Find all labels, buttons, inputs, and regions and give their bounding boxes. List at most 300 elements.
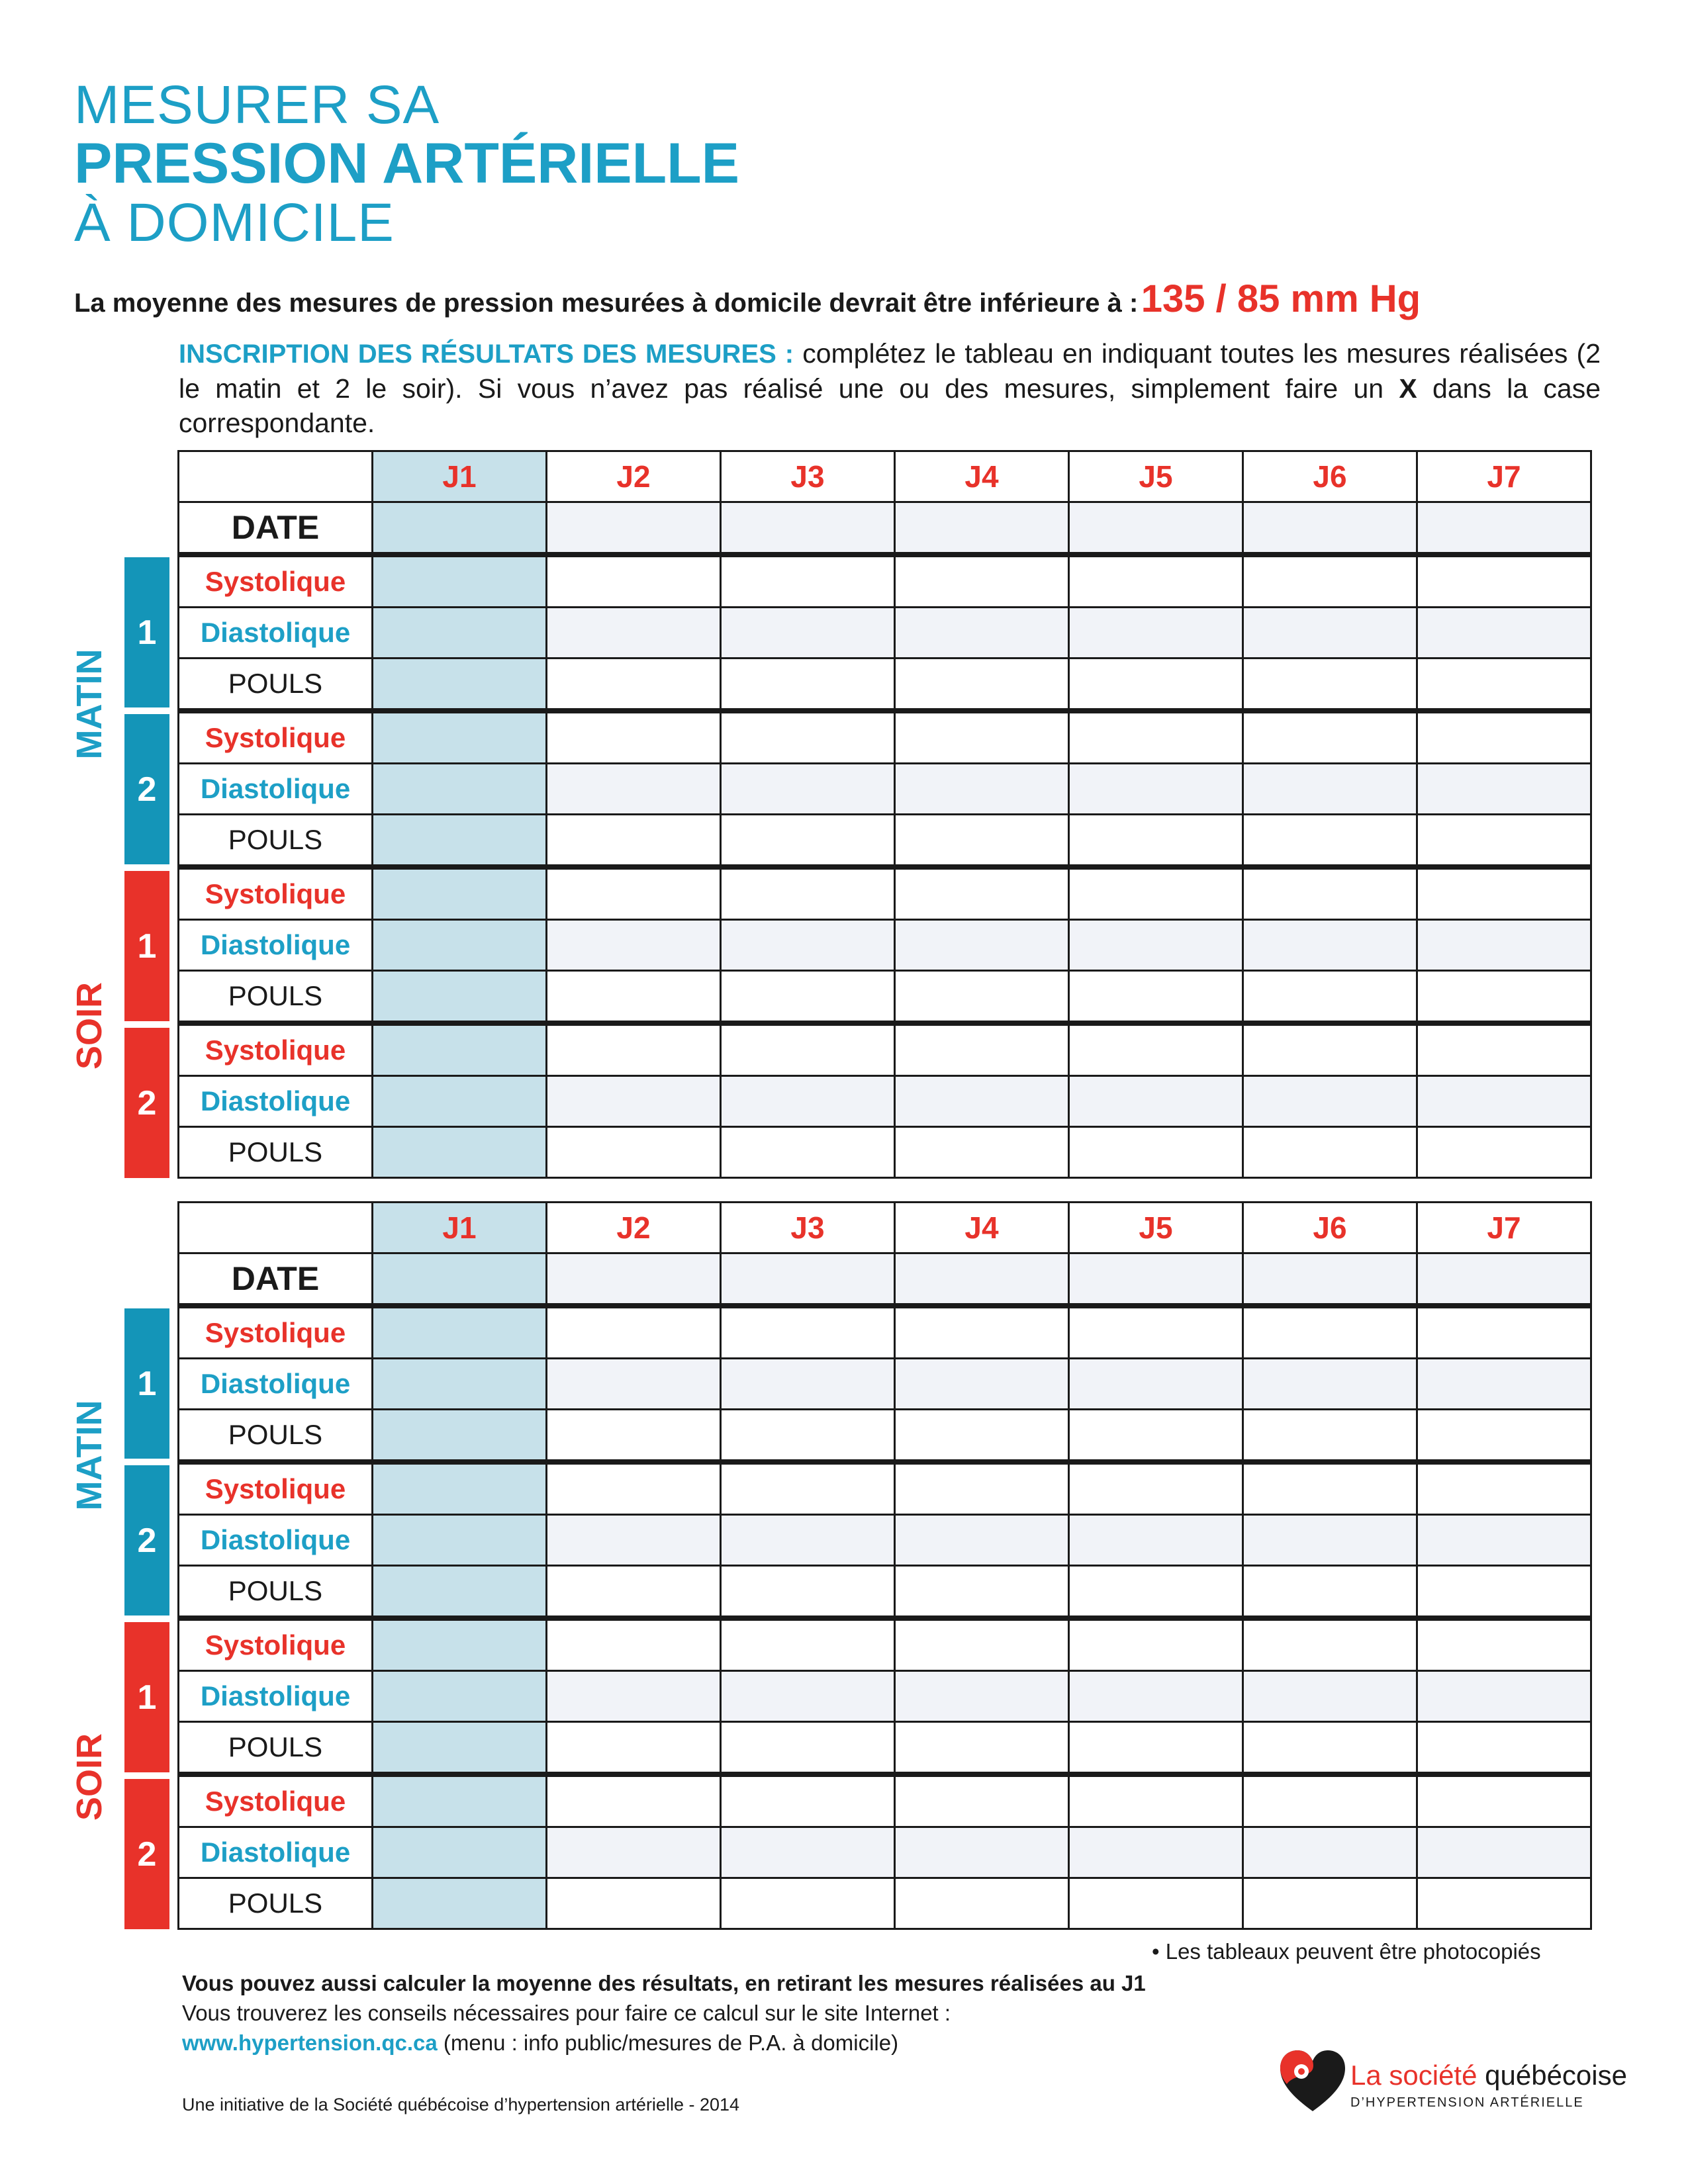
diastolic-cell-j3[interactable] [721,764,895,815]
date-cell-j1[interactable] [373,502,547,555]
pulse-label-cell [179,1878,373,1929]
systolic-row [179,555,1591,608]
advice-text: Vous trouverez les conseils nécessaires pour faire ce calcul sur le site Internet : [182,2001,951,2025]
diastolic-cell-j1[interactable] [373,920,547,971]
instructions-part2: dans la case correspondante. [179,373,1601,438]
pulse-cell-j4[interactable] [895,1878,1069,1929]
diastolic-cell-j4[interactable] [895,1827,1069,1878]
diastolic-cell-j2[interactable] [547,920,721,971]
systolic-cell-j4[interactable] [895,1306,1069,1359]
systolic-label-cell [179,1462,373,1515]
systolic-cell-j6[interactable] [1243,1618,1417,1671]
systolic-cell-j6[interactable] [1243,867,1417,920]
systolic-cell-j1[interactable] [373,867,547,920]
date-cell-j6[interactable] [1243,1253,1417,1306]
systolic-cell-j2[interactable] [547,1618,721,1671]
morning-measure-2-bar: 2 [124,1465,169,1615]
pulse-cell-j5[interactable] [1069,1722,1243,1775]
systolic-cell-j1[interactable] [373,1306,547,1359]
day-header-j6 [1243,451,1417,502]
date-cell-j3[interactable] [721,502,895,555]
diastolic-label: Diastolique [200,773,351,804]
pulse-cell-j4[interactable] [895,971,1069,1024]
systolic-cell-j3[interactable] [721,1774,895,1827]
systolic-cell-j4[interactable] [895,1618,1069,1671]
diastolic-cell-j3[interactable] [721,1671,895,1722]
diastolic-cell-j5[interactable] [1069,764,1243,815]
pulse-row [179,659,1591,711]
systolic-cell-j3[interactable] [721,1462,895,1515]
systolic-cell-j3[interactable] [721,555,895,608]
diastolic-cell-j6[interactable] [1243,920,1417,971]
pulse-label: POULS [228,668,323,699]
diastolic-cell-j7[interactable] [1417,1671,1591,1722]
pulse-cell-j7[interactable] [1417,815,1591,868]
diastolic-cell-j1[interactable] [373,1359,547,1410]
systolic-cell-j4[interactable] [895,867,1069,920]
systolic-label: Systolique [205,1317,346,1348]
diastolic-row [179,920,1591,971]
diastolic-row [179,764,1591,815]
systolic-row [179,1618,1591,1671]
date-cell-j4[interactable] [895,502,1069,555]
pulse-row [179,1722,1591,1775]
systolic-cell-j2[interactable] [547,711,721,764]
pulse-cell-j3[interactable] [721,659,895,711]
evening-vertical-label: SOIR [70,1733,109,1821]
diastolic-cell-j5[interactable] [1069,920,1243,971]
morning-measure-1-bar: 1 [124,1308,169,1459]
systolic-cell-j2[interactable] [547,555,721,608]
systolic-cell-j2[interactable] [547,1774,721,1827]
diastolic-cell-j7[interactable] [1417,920,1591,971]
pulse-cell-j4[interactable] [895,1566,1069,1619]
diastolic-label: Diastolique [200,1524,351,1555]
pulse-cell-j2[interactable] [547,659,721,711]
systolic-cell-j3[interactable] [721,867,895,920]
diastolic-cell-j1[interactable] [373,1515,547,1566]
pulse-cell-j6[interactable] [1243,971,1417,1024]
pulse-cell-j6[interactable] [1243,1566,1417,1619]
diastolic-cell-j1[interactable] [373,1076,547,1127]
pulse-cell-j2[interactable] [547,1878,721,1929]
title-line-3: À DOMICILE [74,193,395,253]
pulse-cell-j3[interactable] [721,1878,895,1929]
title-line-1: MESURER SA [74,75,440,135]
pulse-cell-j2[interactable] [547,1410,721,1463]
diastolic-cell-j7[interactable] [1417,1827,1591,1878]
diastolic-cell-j7[interactable] [1417,608,1591,659]
diastolic-cell-j6[interactable] [1243,608,1417,659]
systolic-cell-j6[interactable] [1243,555,1417,608]
pulse-cell-j5[interactable] [1069,1410,1243,1463]
diastolic-cell-j2[interactable] [547,1671,721,1722]
diastolic-label: Diastolique [200,1085,351,1116]
diastolic-cell-j6[interactable] [1243,1515,1417,1566]
diastolic-cell-j4[interactable] [895,764,1069,815]
pulse-row [179,1566,1591,1619]
systolic-cell-j1[interactable] [373,1774,547,1827]
pulse-cell-j7[interactable] [1417,1878,1591,1929]
diastolic-cell-j5[interactable] [1069,1515,1243,1566]
measurement-table-2 [177,1201,1592,1930]
day-label: J2 [616,1210,651,1245]
diastolic-cell-j4[interactable] [895,1515,1069,1566]
date-label-cell [179,502,373,555]
pulse-cell-j3[interactable] [721,1722,895,1775]
day-header-j1 [373,451,547,502]
diastolic-row [179,1076,1591,1127]
systolic-cell-j3[interactable] [721,1023,895,1076]
diastolic-row [179,608,1591,659]
diastolic-cell-j3[interactable] [721,1359,895,1410]
systolic-cell-j3[interactable] [721,1306,895,1359]
date-label: DATE [231,509,320,546]
day-header-j5 [1069,451,1243,502]
day-header-j2 [547,1203,721,1253]
pulse-cell-j7[interactable] [1417,1410,1591,1463]
diastolic-label-cell [179,608,373,659]
day-header-j7 [1417,1203,1591,1253]
systolic-label: Systolique [205,1786,346,1817]
systolic-cell-j7[interactable] [1417,1462,1591,1515]
day-header-j4 [895,451,1069,502]
day-label: J1 [442,459,477,494]
diastolic-label-cell [179,1671,373,1722]
systolic-cell-j7[interactable] [1417,711,1591,764]
day-header-j4 [895,1203,1069,1253]
pulse-cell-j6[interactable] [1243,1127,1417,1178]
diastolic-cell-j2[interactable] [547,1515,721,1566]
diastolic-cell-j4[interactable] [895,920,1069,971]
diastolic-row [179,1671,1591,1722]
diastolic-cell-j5[interactable] [1069,1671,1243,1722]
diastolic-label: Diastolique [200,617,351,648]
diastolic-cell-j5[interactable] [1069,1359,1243,1410]
pulse-cell-j5[interactable] [1069,1127,1243,1178]
pulse-cell-j2[interactable] [547,971,721,1024]
date-cell-j6[interactable] [1243,502,1417,555]
pulse-label: POULS [228,1888,323,1919]
pulse-cell-j4[interactable] [895,659,1069,711]
diastolic-cell-j6[interactable] [1243,1827,1417,1878]
pulse-row [179,1410,1591,1463]
morning-measure-1-bar: 1 [124,557,169,707]
systolic-cell-j7[interactable] [1417,1306,1591,1359]
pulse-cell-j7[interactable] [1417,659,1591,711]
pulse-cell-j1[interactable] [373,1566,547,1619]
day-label: J5 [1139,459,1173,494]
systolic-label: Systolique [205,566,346,597]
systolic-cell-j7[interactable] [1417,867,1591,920]
systolic-cell-j6[interactable] [1243,1023,1417,1076]
systolic-cell-j5[interactable] [1069,1023,1243,1076]
corner-cell [179,1203,373,1253]
pulse-label: POULS [228,1575,323,1606]
diastolic-cell-j4[interactable] [895,1076,1069,1127]
logo-subtitle: D’HYPERTENSION ARTÉRIELLE [1350,2095,1584,2110]
systolic-label-cell [179,555,373,608]
evening-measure-2-bar: 2 [124,1028,169,1178]
pulse-cell-j7[interactable] [1417,1127,1591,1178]
diastolic-cell-j1[interactable] [373,764,547,815]
systolic-cell-j4[interactable] [895,711,1069,764]
diastolic-cell-j7[interactable] [1417,1515,1591,1566]
pulse-cell-j7[interactable] [1417,1722,1591,1775]
systolic-cell-j2[interactable] [547,1462,721,1515]
diastolic-cell-j2[interactable] [547,1827,721,1878]
diastolic-cell-j2[interactable] [547,1359,721,1410]
systolic-cell-j7[interactable] [1417,1618,1591,1671]
pulse-label: POULS [228,980,323,1011]
pulse-cell-j4[interactable] [895,1722,1069,1775]
diastolic-cell-j6[interactable] [1243,764,1417,815]
systolic-cell-j6[interactable] [1243,1774,1417,1827]
pulse-cell-j7[interactable] [1417,971,1591,1024]
diastolic-cell-j3[interactable] [721,608,895,659]
pulse-cell-j3[interactable] [721,1127,895,1178]
pulse-cell-j1[interactable] [373,1878,547,1929]
systolic-label: Systolique [205,1473,346,1504]
instructions-part1: complétez le tableau en indiquant toutes les mesures réalisées (2 le matin et 2 le soir). Si vous n’avez pas réalisé une ou des mesures, simplement faire un [179,338,1601,404]
logo-name-part2: québécoise [1477,2060,1627,2091]
diastolic-label: Diastolique [200,1837,351,1868]
date-cell-j2[interactable] [547,502,721,555]
initiative-text: Une initiative de la Société québécoise d’hypertension artérielle - 2014 [182,2095,740,2115]
systolic-cell-j2[interactable] [547,867,721,920]
pulse-cell-j5[interactable] [1069,971,1243,1024]
systolic-cell-j5[interactable] [1069,1462,1243,1515]
systolic-cell-j5[interactable] [1069,1306,1243,1359]
systolic-cell-j1[interactable] [373,1618,547,1671]
systolic-cell-j3[interactable] [721,711,895,764]
systolic-cell-j4[interactable] [895,1774,1069,1827]
systolic-cell-j5[interactable] [1069,1618,1243,1671]
diastolic-cell-j5[interactable] [1069,1076,1243,1127]
systolic-label-cell [179,1306,373,1359]
systolic-cell-j7[interactable] [1417,1774,1591,1827]
pulse-cell-j2[interactable] [547,1722,721,1775]
average-target [74,277,1610,321]
pulse-label: POULS [228,1419,323,1450]
date-cell-j4[interactable] [895,1253,1069,1306]
pulse-cell-j6[interactable] [1243,1410,1417,1463]
systolic-cell-j4[interactable] [895,1023,1069,1076]
systolic-cell-j6[interactable] [1243,711,1417,764]
evening-vertical-label: SOIR [70,981,109,1070]
day-label: J7 [1487,1210,1521,1245]
pulse-cell-j1[interactable] [373,1410,547,1463]
systolic-cell-j2[interactable] [547,1023,721,1076]
day-label: J4 [964,459,999,494]
date-cell-j3[interactable] [721,1253,895,1306]
pulse-cell-j1[interactable] [373,971,547,1024]
diastolic-label: Diastolique [200,1368,351,1399]
pulse-label-cell [179,971,373,1024]
date-cell-j5[interactable] [1069,502,1243,555]
day-header-j5 [1069,1203,1243,1253]
diastolic-label-cell [179,920,373,971]
date-cell-j5[interactable] [1069,1253,1243,1306]
diastolic-cell-j2[interactable] [547,1076,721,1127]
logo-name-part1: La société [1350,2060,1477,2091]
pulse-label: POULS [228,1136,323,1167]
diastolic-cell-j1[interactable] [373,1671,547,1722]
diastolic-cell-j3[interactable] [721,920,895,971]
systolic-cell-j4[interactable] [895,555,1069,608]
systolic-cell-j4[interactable] [895,1462,1069,1515]
diastolic-cell-j3[interactable] [721,1515,895,1566]
systolic-row [179,1023,1591,1076]
diastolic-cell-j3[interactable] [721,1076,895,1127]
pulse-cell-j3[interactable] [721,971,895,1024]
pulse-label-cell [179,1410,373,1463]
pulse-cell-j6[interactable] [1243,1722,1417,1775]
pulse-cell-j3[interactable] [721,1566,895,1619]
pulse-cell-j4[interactable] [895,1410,1069,1463]
pulse-label-cell [179,1127,373,1178]
systolic-cell-j6[interactable] [1243,1462,1417,1515]
diastolic-cell-j2[interactable] [547,764,721,815]
title-line-2: PRESSION ARTÉRIELLE [74,132,740,195]
diastolic-cell-j7[interactable] [1417,1076,1591,1127]
systolic-cell-j7[interactable] [1417,555,1591,608]
day-header-j3 [721,1203,895,1253]
pulse-cell-j1[interactable] [373,659,547,711]
pulse-cell-j2[interactable] [547,1127,721,1178]
diastolic-cell-j6[interactable] [1243,1671,1417,1722]
diastolic-cell-j4[interactable] [895,1359,1069,1410]
pulse-cell-j1[interactable] [373,1722,547,1775]
date-cell-j7[interactable] [1417,1253,1591,1306]
morning-vertical-label: MATIN [70,1400,109,1511]
calc-note [182,1971,1146,1996]
systolic-cell-j5[interactable] [1069,867,1243,920]
diastolic-cell-j6[interactable] [1243,1076,1417,1127]
date-cell-j1[interactable] [373,1253,547,1306]
systolic-label-cell [179,1023,373,1076]
day-header-row [179,1203,1591,1253]
date-cell-j7[interactable] [1417,502,1591,555]
diastolic-cell-j3[interactable] [721,1827,895,1878]
evening-measure-2-bar: 2 [124,1779,169,1929]
pulse-cell-j2[interactable] [547,815,721,868]
photocopy-note: • Les tableaux peuvent être photocopiés [1152,1939,1541,1964]
pulse-row [179,971,1591,1024]
systolic-cell-j7[interactable] [1417,1023,1591,1076]
diastolic-cell-j5[interactable] [1069,608,1243,659]
pulse-cell-j5[interactable] [1069,659,1243,711]
systolic-cell-j1[interactable] [373,1023,547,1076]
pulse-cell-j2[interactable] [547,1566,721,1619]
day-header-j1 [373,1203,547,1253]
logo-name [1350,2060,1627,2091]
diastolic-cell-j2[interactable] [547,608,721,659]
systolic-cell-j5[interactable] [1069,1774,1243,1827]
average-value: 135 / 85 mm Hg [1141,277,1421,320]
pulse-cell-j6[interactable] [1243,815,1417,868]
systolic-row [179,1462,1591,1515]
pulse-cell-j5[interactable] [1069,815,1243,868]
diastolic-cell-j6[interactable] [1243,1359,1417,1410]
diastolic-label-cell [179,1359,373,1410]
pulse-cell-j4[interactable] [895,815,1069,868]
pulse-cell-j6[interactable] [1243,659,1417,711]
evening-measure-1-bar: 1 [124,1622,169,1772]
average-text: La moyenne des mesures de pression mesurées à domicile devrait être inférieure à : [74,289,1139,318]
diastolic-cell-j4[interactable] [895,1671,1069,1722]
instructions-x: X [1399,373,1417,404]
pulse-label: POULS [228,824,323,855]
pulse-label-cell [179,1722,373,1775]
pulse-cell-j3[interactable] [721,815,895,868]
systolic-label: Systolique [205,722,346,753]
date-label-cell [179,1253,373,1306]
day-label: J3 [790,459,825,494]
diastolic-row [179,1359,1591,1410]
pulse-cell-j5[interactable] [1069,1566,1243,1619]
systolic-cell-j1[interactable] [373,555,547,608]
day-header-j6 [1243,1203,1417,1253]
day-label: J5 [1139,1210,1173,1245]
day-label: J2 [616,459,651,494]
day-label: J6 [1313,459,1347,494]
systolic-row [179,711,1591,764]
systolic-cell-j3[interactable] [721,1618,895,1671]
diastolic-label: Diastolique [200,1680,351,1711]
morning-measure-2-bar: 2 [124,714,169,864]
morning-vertical-label: MATIN [70,649,109,760]
pulse-cell-j3[interactable] [721,1410,895,1463]
diastolic-cell-j1[interactable] [373,608,547,659]
pulse-cell-j6[interactable] [1243,1878,1417,1929]
day-label: J6 [1313,1210,1347,1245]
website-link[interactable]: www.hypertension.qc.ca [182,2030,438,2055]
systolic-label-cell [179,711,373,764]
pulse-label-cell [179,1566,373,1619]
systolic-cell-j5[interactable] [1069,711,1243,764]
day-label: J1 [442,1210,477,1245]
diastolic-cell-j7[interactable] [1417,764,1591,815]
systolic-cell-j2[interactable] [547,1306,721,1359]
systolic-cell-j6[interactable] [1243,1306,1417,1359]
date-cell-j2[interactable] [547,1253,721,1306]
pulse-cell-j1[interactable] [373,815,547,868]
systolic-cell-j1[interactable] [373,1462,547,1515]
evening-measure-1-bar: 1 [124,871,169,1021]
date-label: DATE [231,1260,320,1297]
pulse-label: POULS [228,1731,323,1762]
diastolic-label-cell [179,764,373,815]
pulse-cell-j1[interactable] [373,1127,547,1178]
website-menu: (menu : info public/mesures de P.A. à domicile) [437,2030,899,2055]
diastolic-label-cell [179,1515,373,1566]
pulse-cell-j5[interactable] [1069,1878,1243,1929]
instructions [179,336,1601,440]
systolic-row [179,1774,1591,1827]
diastolic-cell-j7[interactable] [1417,1359,1591,1410]
diastolic-cell-j4[interactable] [895,608,1069,659]
systolic-cell-j1[interactable] [373,711,547,764]
diastolic-cell-j1[interactable] [373,1827,547,1878]
systolic-row [179,1306,1591,1359]
corner-cell [179,451,373,502]
day-header-row [179,451,1591,502]
systolic-cell-j5[interactable] [1069,555,1243,608]
pulse-cell-j4[interactable] [895,1127,1069,1178]
pulse-cell-j7[interactable] [1417,1566,1591,1619]
diastolic-cell-j5[interactable] [1069,1827,1243,1878]
